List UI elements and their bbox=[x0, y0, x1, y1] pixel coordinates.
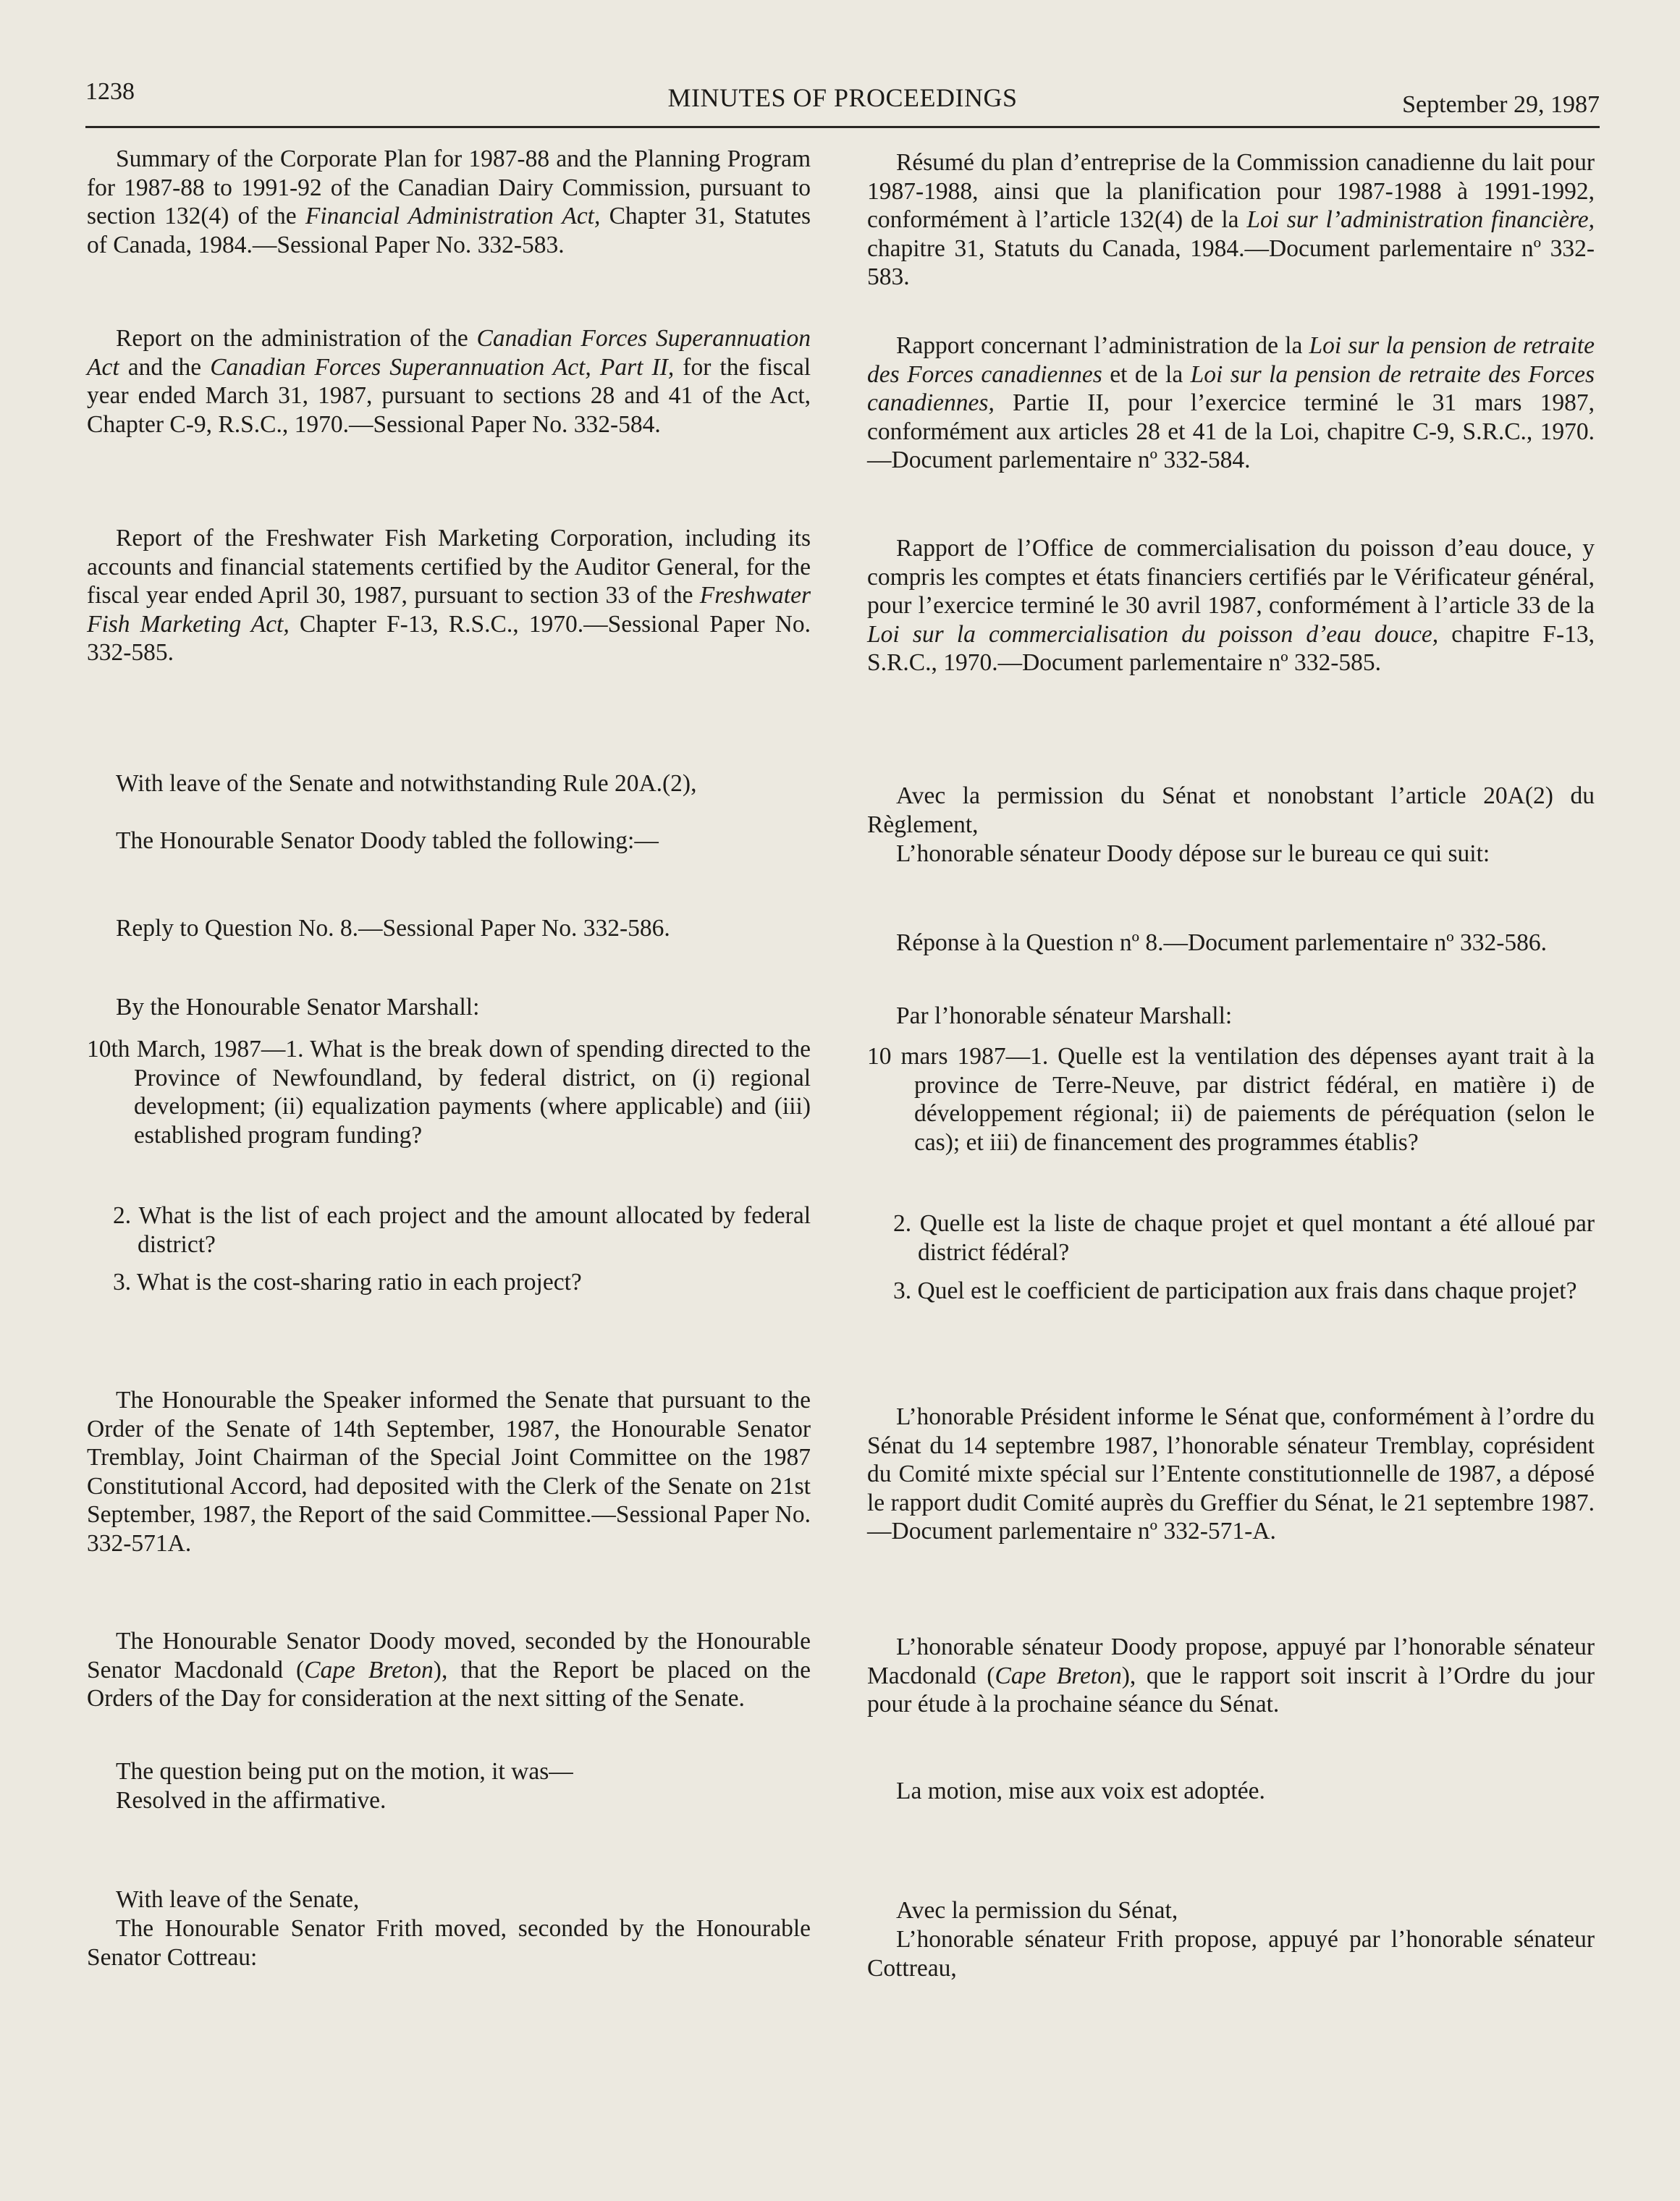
paragraphe-doody-depose: L’honorable sénateur Doody dépose sur le bureau ce qui suit: bbox=[896, 840, 1490, 867]
paragraphe-par-marshall: Par l’honorable sénateur Marshall: bbox=[896, 1002, 1233, 1029]
paragraph-with-leave: With leave of the Senate, bbox=[116, 1886, 360, 1913]
paragraph-doody-moved: The Honourable Senator Doody moved, seconded by the Honourable Senator Macdonald (Cape Breton), that the Report be placed on the Orders of the Day for consideration at the next sitting of the Senate. bbox=[87, 1628, 811, 1712]
paragraph-superannuation: Report on the administration of the Canadian Forces Superannuation Act and the Canadian Forces Superannuation Act, Part II, for the fiscal year ended March 31, 1987, pursuant to sections 28 and 41 of the Act, Chapter C-9, R.S.C., 1970.—Sessional Paper No. 332-584. bbox=[87, 325, 811, 438]
paragraphe-plan-lait: Résumé du plan d’entreprise de la Commission canadienne du lait pour 1987-1988, ainsi que la planification pour 1987-1988 à 1991-1992, conformément à l’article 132(4) de la Loi sur l’administration financière, chapitre 31, Statuts du Canada, 1984.—Document parlementaire nº 332-583. bbox=[867, 149, 1595, 290]
question-3: 3. What is the cost-sharing ratio in each project? bbox=[113, 1269, 582, 1296]
paragraph-freshwater-fish: Report of the Freshwater Fish Marketing Corporation, including its accounts and financial statements certified by the Auditor General, for the fiscal year ended April 30, 1987, pursuant to section 33 of the Freshwater Fish Marketing Act, Chapter F-13, R.S.C., 1970.—Sessional Paper No. 332-585. bbox=[87, 525, 811, 666]
header-date: September 29, 1987 bbox=[1402, 91, 1600, 118]
paragraphe-frith-propose: L’honorable sénateur Frith propose, appuyé par l’honorable sénateur Cottreau, bbox=[867, 1926, 1595, 1982]
paragraph-doody-tabled: The Honourable Senator Doody tabled the following:— bbox=[116, 827, 659, 854]
paragraph-speaker-informed: The Honourable the Speaker informed the Senate that pursuant to the Order of the Senate of 14th September, 1987, the Honourable Senator Tremblay, Joint Chairman of the Special Joint Committee on the 1987 Constitutional Accord, had deposited with the Clerk of the Senate on 21st September, 1987, the Report of the said Committee.—Sessional Paper No. 332-571A. bbox=[87, 1387, 811, 1557]
paragraph-resolved: Resolved in the affirmative. bbox=[116, 1787, 387, 1814]
question-2-fr: 2. Quelle est la liste de chaque projet et quel montant a été alloué par district fédéral? bbox=[893, 1210, 1595, 1266]
question-2: 2. What is the list of each project and the amount allocated by federal district? bbox=[113, 1202, 811, 1258]
header-rule bbox=[85, 126, 1600, 128]
question-1-fr: 10 mars 1987—1. Quelle est la ventilation des dépenses ayant trait à la province de Terre-Neuve, par district fédéral, en matière i) de développement régional; ii) de paiements de péréquation (selon le cas); et iii) de financement des programmes établis? bbox=[867, 1043, 1595, 1156]
paragraph-dairy-plan: Summary of the Corporate Plan for 1987-88 and the Planning Program for 1987-88 to 1991-92 of the Canadian Dairy Commission, pursuant to section 132(4) of the Financial Administration Act, Chapter 31, Statutes of Canada, 1984.—Sessional Paper No. 332-583. bbox=[87, 145, 811, 258]
paragraphe-avec-permission: Avec la permission du Sénat, bbox=[896, 1897, 1178, 1924]
paragraphe-permission-reglement: Avec la permission du Sénat et nonobstant l’article 20A(2) du Règlement, bbox=[867, 782, 1595, 838]
paragraphe-president-informe: L’honorable Président informe le Sénat que, conformément à l’ordre du Sénat du 14 septembre 1987, l’honorable sénateur Tremblay, coprésident du Comité mixte spécial sur l’Entente constitutionnelle de 1987, a déposé le rapport dudit Comité auprès du Greffier du Sénat, le 21 septembre 1987.—Document parlementaire nº 332-571-A. bbox=[867, 1403, 1595, 1545]
paragraph-question-put: The question being put on the motion, it was— bbox=[116, 1758, 573, 1785]
paragraph-frith-moved: The Honourable Senator Frith moved, seconded by the Honourable Senator Cottreau: bbox=[87, 1915, 811, 1971]
paragraphe-poisson-eau-douce: Rapport de l’Office de commercialisation du poisson d’eau douce, y compris les comptes et états financiers certifiés par le Vérificateur général, pour l’exercice terminé le 30 avril 1987, conformément à l’article 33 de la Loi sur la commercialisation du poisson d’eau douce, chapitre F-13, S.R.C., 1970.—Document parlementaire nº 332-585. bbox=[867, 535, 1595, 676]
paragraphe-motion-adoptee: La motion, mise aux voix est adoptée. bbox=[896, 1778, 1265, 1804]
paragraph-reply-question: Reply to Question No. 8.—Sessional Paper No. 332-586. bbox=[116, 915, 670, 942]
paragraphe-doody-propose: L’honorable sénateur Doody propose, appuyé par l’honorable sénateur Macdonald (Cape Breton), que le rapport soit inscrit à l’Ordre du jour pour étude à la prochaine séance du Sénat. bbox=[867, 1634, 1595, 1718]
question-3-fr: 3. Quel est le coefficient de participation aux frais dans chaque projet? bbox=[893, 1277, 1577, 1304]
running-title: MINUTES OF PROCEEDINGS bbox=[667, 83, 1018, 112]
page-header bbox=[85, 78, 1600, 129]
page-number: 1238 bbox=[85, 78, 135, 105]
paragraphe-reponse-question: Réponse à la Question nº 8.—Document parlementaire nº 332-586. bbox=[896, 929, 1547, 956]
question-1: 10th March, 1987—1. What is the break down of spending directed to the Province of Newfoundland, by federal district, on (i) regional development; (ii) equalization payments (where applicable) and (iii) established program funding? bbox=[87, 1036, 811, 1149]
paragraph-by-marshall: By the Honourable Senator Marshall: bbox=[116, 994, 480, 1021]
paragraphe-pension-retraite: Rapport concernant l’administration de la Loi sur la pension de retraite des Forces canadiennes et de la Loi sur la pension de retraite des Forces canadiennes, Partie II, pour l’exercice terminé le 31 mars 1987, conformément aux articles 28 et 41 de la Loi, chapitre C-9, S.R.C., 1970.—Document parlementaire nº 332-584. bbox=[867, 332, 1595, 473]
paragraph-leave-rule: With leave of the Senate and notwithstanding Rule 20A.(2), bbox=[116, 770, 697, 797]
